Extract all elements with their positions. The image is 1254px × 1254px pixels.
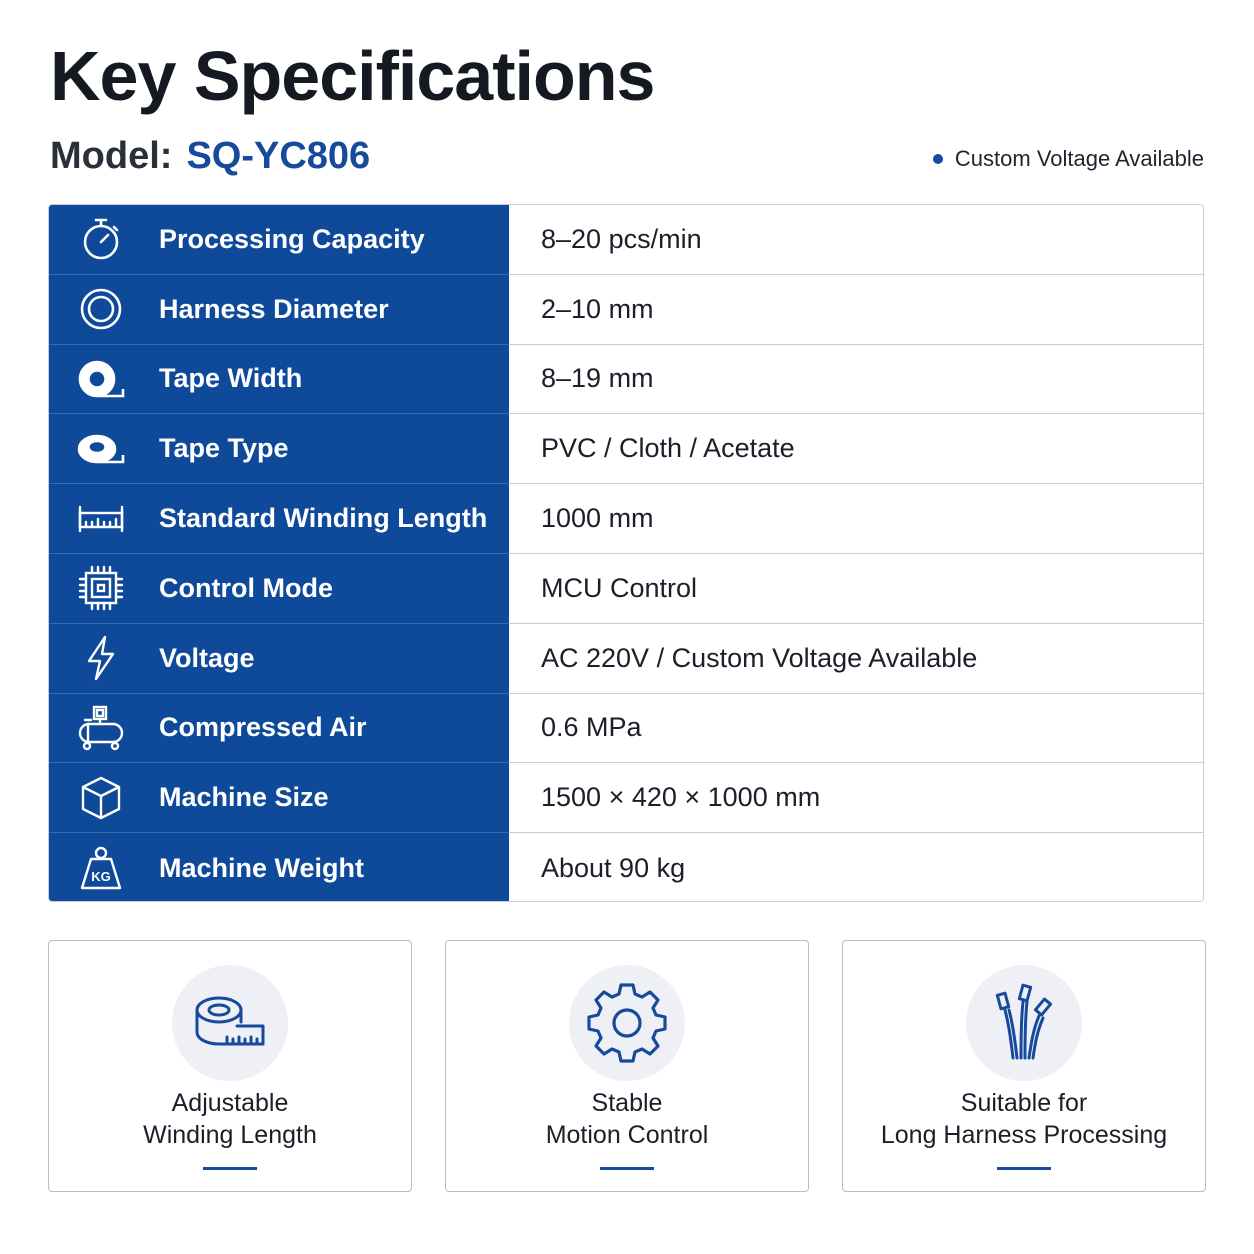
page-title: Key Specifications (50, 37, 655, 115)
spec-label: Tape Width (159, 363, 303, 394)
model-label: Model: (50, 135, 173, 177)
spec-label-cell (49, 345, 509, 415)
feature-text (49, 1087, 411, 1151)
spec-value: 0.6 MPa (509, 694, 1203, 763)
feature-card-adjustable-winding-length (48, 940, 412, 1192)
custom-voltage-note (933, 144, 1204, 174)
model-line (50, 132, 370, 180)
bullet-dot-icon (933, 154, 943, 164)
spec-label-cell (49, 554, 509, 624)
gear-icon (569, 965, 685, 1081)
spec-label-cell (49, 833, 509, 902)
spec-label-cell (49, 275, 509, 345)
measuring-tape-icon (172, 965, 288, 1081)
ruler-icon (75, 493, 127, 545)
spec-label-cell (49, 205, 509, 275)
spec-label: Voltage (159, 642, 255, 673)
tape-roll-icon (75, 353, 127, 405)
spec-label: Machine Size (159, 782, 329, 813)
spec-value: 1000 mm (509, 484, 1203, 553)
air-compressor-icon (75, 702, 127, 754)
spec-row-tape-width (49, 345, 1203, 415)
feature-underline (600, 1167, 654, 1170)
spec-label: Standard Winding Length (159, 503, 488, 534)
spec-value: MCU Control (509, 554, 1203, 623)
specifications-table (48, 204, 1204, 902)
feature-line: Suitable for (960, 1089, 1088, 1117)
spec-row-processing-capacity (49, 205, 1203, 275)
tape-flat-icon (75, 423, 127, 475)
feature-line: Winding Length (143, 1121, 317, 1149)
feature-line: Long Harness Processing (880, 1121, 1168, 1149)
spec-value: AC 220V / Custom Voltage Available (509, 624, 1203, 693)
weight-icon (75, 842, 127, 894)
spec-label: Machine Weight (159, 852, 365, 883)
spec-label-cell (49, 763, 509, 833)
spec-label: Control Mode (159, 572, 333, 603)
chip-icon (75, 562, 127, 614)
box-icon (75, 772, 127, 824)
stopwatch-icon (75, 213, 127, 265)
model-value: SQ-YC806 (186, 135, 371, 177)
weight-icon-text: KG (91, 869, 111, 885)
feature-card-long-harness-processing (842, 940, 1206, 1192)
feature-card-stable-motion-control (445, 940, 809, 1192)
spec-label-cell (49, 694, 509, 764)
feature-underline (203, 1167, 257, 1170)
spec-label: Processing Capacity (159, 223, 425, 254)
diameter-rings-icon (75, 283, 127, 335)
spec-row-machine-size (49, 763, 1203, 833)
spec-row-machine-weight (49, 833, 1203, 902)
spec-row-standard-winding-length (49, 484, 1203, 554)
spec-row-tape-type (49, 414, 1203, 484)
spec-value: PVC / Cloth / Acetate (509, 414, 1203, 483)
spec-label-cell (49, 624, 509, 694)
spec-label-cell (49, 414, 509, 484)
spec-row-harness-diameter (49, 275, 1203, 345)
feature-line: Stable (591, 1089, 663, 1117)
feature-cards (48, 940, 1206, 1194)
spec-label-cell (49, 484, 509, 554)
spec-value: 8–20 pcs/min (509, 205, 1203, 274)
spec-label: Compressed Air (159, 712, 367, 743)
spec-value: 1500 × 420 × 1000 mm (509, 763, 1203, 832)
spec-value: 8–19 mm (509, 345, 1203, 414)
spec-label: Harness Diameter (159, 293, 389, 324)
feature-text (843, 1087, 1205, 1151)
feature-line: Adjustable (171, 1089, 289, 1117)
feature-text (446, 1087, 808, 1151)
spec-value: 2–10 mm (509, 275, 1203, 344)
cables-icon (966, 965, 1082, 1081)
spec-row-compressed-air (49, 694, 1203, 764)
feature-underline (997, 1167, 1051, 1170)
feature-line: Motion Control (545, 1121, 709, 1149)
lightning-icon (75, 632, 127, 684)
spec-row-voltage (49, 624, 1203, 694)
spec-row-control-mode (49, 554, 1203, 624)
custom-voltage-note-text: Custom Voltage Available (954, 146, 1204, 171)
spec-value: About 90 kg (509, 833, 1203, 902)
spec-label: Tape Type (159, 433, 289, 464)
